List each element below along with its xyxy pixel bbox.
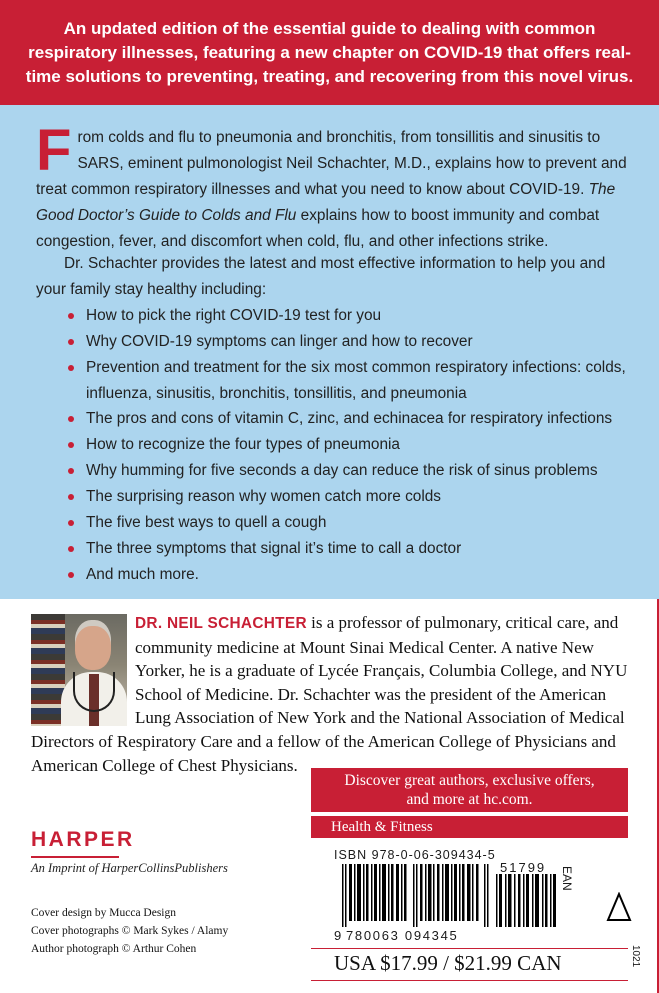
barcode-lead-digit: 9 bbox=[334, 928, 342, 943]
list-item: The pros and cons of vitamin C, zinc, and echinacea for respiratory infections bbox=[68, 406, 638, 432]
promo-line-2: and more at hc.com. bbox=[406, 791, 533, 808]
credit-line: Author photograph © Arthur Cohen bbox=[31, 943, 197, 955]
bio-line-5: Lung Association of New York and the National Association of Medical bbox=[135, 708, 625, 728]
feature-list bbox=[68, 303, 638, 588]
drop-cap: F bbox=[36, 118, 72, 183]
list-item: Why humming for five seconds a day can reduce the risk of sinus problems bbox=[68, 458, 638, 484]
list-item: How to pick the right COVID-19 test for you bbox=[68, 303, 638, 329]
bio-line-6: Directors of Respiratory Care and a fellow of the American College of Physicians and bbox=[31, 731, 616, 751]
credit-line: Cover design by Mucca Design bbox=[31, 907, 176, 919]
list-item: How to recognize the four types of pneumonia bbox=[68, 432, 638, 458]
isbn-number: ISBN 978-0-06-309434-5 bbox=[334, 848, 496, 862]
bio-line-1 bbox=[31, 611, 639, 636]
intro-text-b: explains how to boost immunity and combat congestion, fever, and discomfort when cold, flu, and other infections strike. bbox=[36, 207, 600, 250]
intro-text-a: rom colds and flu to pneumonia and bronchitis, from tonsillitis and sinusitis to SARS, eminent pulmonologist Neil Schachter, M.D., explains how to prevent and treat common respiratory illnesses and what you need to know about COVID-19. bbox=[36, 129, 627, 198]
barcode-bars bbox=[342, 864, 490, 927]
barcode-addon-digits: 51799 bbox=[500, 860, 547, 875]
intro-paragraph bbox=[36, 118, 632, 255]
bio-line-2: community medicine at Mount Sinai Medical Center. A native New bbox=[135, 637, 594, 657]
imprint-line bbox=[31, 861, 228, 876]
print-code: 1021 bbox=[630, 945, 641, 968]
list-item: And much more. bbox=[68, 562, 638, 588]
top-banner bbox=[0, 0, 659, 105]
bio-text: is a professor of pulmonary, critical care, and bbox=[306, 613, 619, 632]
barcode-block bbox=[334, 848, 624, 968]
list-item: Why COVID-19 symptoms can linger and how to recover bbox=[68, 329, 638, 355]
imprint-prefix: An Imprint of HarperCollins bbox=[31, 861, 175, 875]
price-label: USA $17.99 / $21.99 CAN bbox=[334, 951, 562, 975]
list-item: Prevention and treatment for the six most common respiratory infections: colds, influenza, sinusitis, bronchitis, tonsillitis, and pneumonia bbox=[68, 355, 638, 406]
intro-paragraph-2: Dr. Schachter provides the latest and most effective information to help you and your family stay healthy including: bbox=[36, 255, 606, 298]
bio-line-3: Yorker, he is a graduate of Lycée Français, Columbia College, and NYU bbox=[135, 661, 628, 681]
price-rule-top bbox=[311, 948, 628, 949]
barcode-digits: 780063 094345 bbox=[346, 928, 459, 943]
triangle-icon bbox=[606, 892, 632, 922]
author-bio bbox=[31, 611, 639, 777]
bio-line-4: School of Medicine. Dr. Schachter was the president of the American bbox=[135, 684, 607, 704]
ean-label: EAN bbox=[560, 866, 574, 891]
barcode-addon-bars bbox=[496, 874, 556, 927]
publisher-logo-rule bbox=[31, 856, 119, 858]
cover-credits bbox=[31, 904, 228, 958]
list-item: The surprising reason why women catch more colds bbox=[68, 484, 638, 510]
list-item: The five best ways to quell a cough bbox=[68, 510, 638, 536]
credit-line: Cover photographs © Mark Sykes / Alamy bbox=[31, 925, 229, 937]
price-rule-bottom bbox=[311, 980, 628, 981]
publisher-logo: HARPER bbox=[31, 828, 135, 851]
author-name: DR. NEIL SCHACHTER bbox=[135, 615, 307, 632]
category-label: Health & Fitness bbox=[311, 816, 628, 838]
banner-text: An updated edition of the essential guide to dealing with common respiratory illnesses, featuring a new chapter on COVID-19 that offers real-time solutions to preventing, treating, and recovering from this novel virus. bbox=[25, 19, 634, 86]
bio-line-7: American College of Chest Physicians. bbox=[31, 755, 298, 775]
promo-line-1: Discover great authors, exclusive offers, bbox=[344, 772, 595, 789]
book-title: The Good Doctor’s Guide to Colds and Flu bbox=[36, 181, 616, 224]
list-item: The three symptoms that signal it’s time to call a doctor bbox=[68, 536, 638, 562]
description-panel bbox=[0, 105, 659, 599]
imprint-suffix: Publishers bbox=[174, 861, 228, 875]
promo-box bbox=[311, 768, 628, 812]
